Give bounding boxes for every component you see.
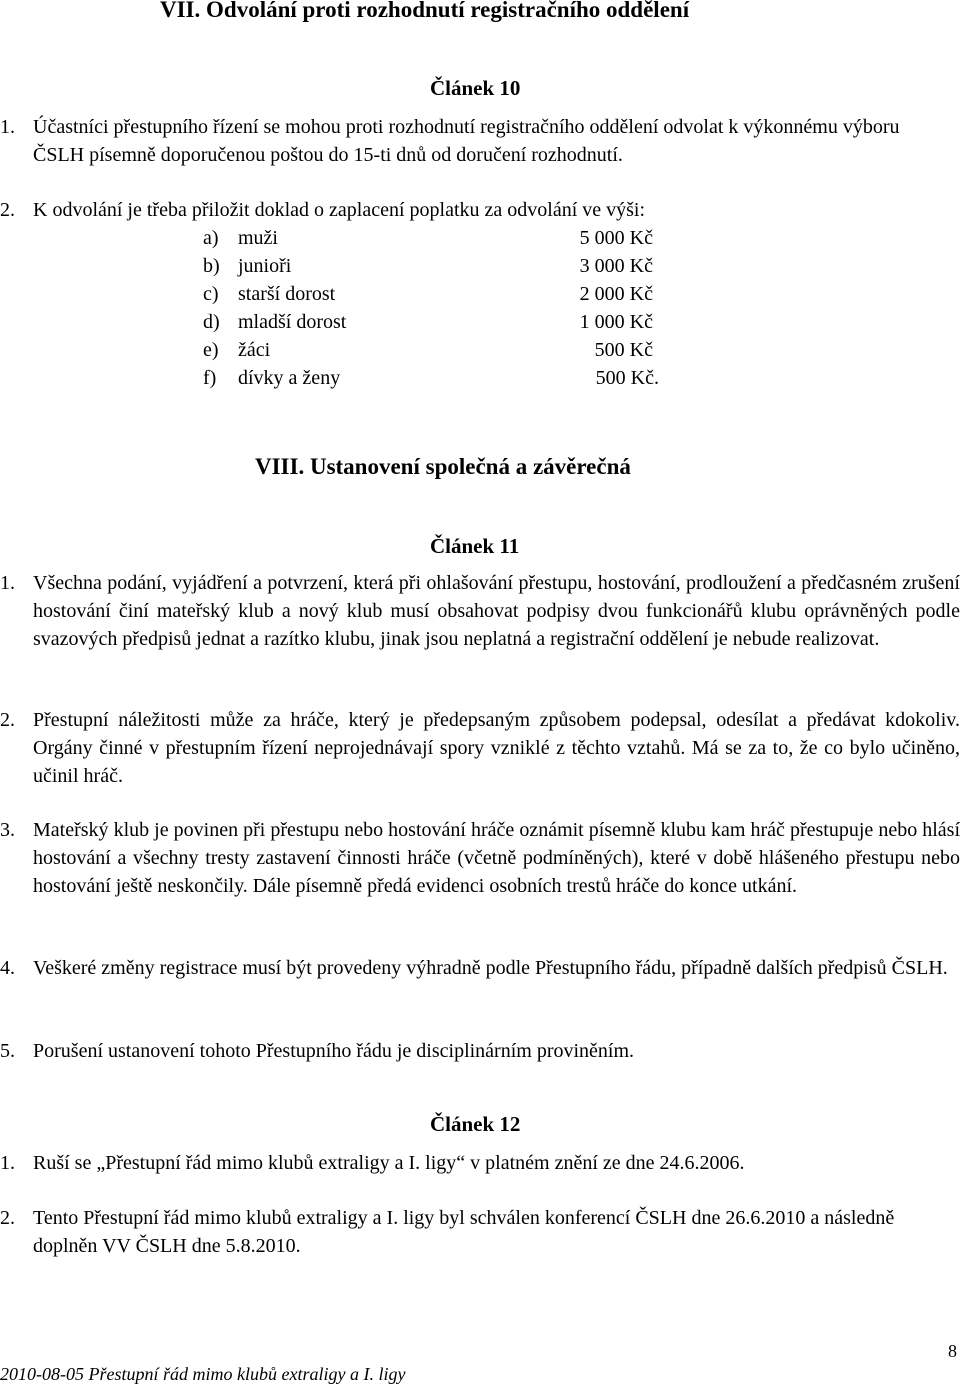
item-text: Porušení ustanovení tohoto Přestupního řádu je disciplinárním proviněním. — [33, 1040, 635, 1062]
fee-amount: 1 000 Kč — [579, 311, 653, 333]
fee-letter: d) — [203, 311, 220, 333]
fee-category: žáci — [238, 339, 271, 361]
item-text: Tento Přestupní řád mimo klubů extraligy a I. ligy byl schválen konferencí ČSLH dne 26.6.2010 a následně doplněn VV ČSLH dne 5.8.2010. — [33, 1207, 895, 1257]
fee-letter: c) — [203, 283, 219, 305]
fee-category: mladší dorost — [238, 311, 347, 333]
item-number: 2. — [0, 1207, 15, 1229]
article-11-item-5 — [0, 1037, 960, 1065]
article-11-item-4 — [0, 954, 960, 1010]
section-viii-title: VIII. Ustanovení společná a závěrečná — [255, 454, 631, 479]
item-text: Všechna podání, vyjádření a potvrzení, která při ohlašování přestupu, hostování, prodloužení a předčasném zrušení hostování činí mateřský klub a nový klub musí obsahovat podpisy dvou funkcionářů klubu oprávněných podle svazových předpisů jednat a razítko klubu, jinak jsou neplatná a registrační oddělení je nebude realizovat. — [33, 572, 960, 650]
item-text: Ruší se „Přestupní řád mimo klubů extraligy a I. ligy“ v platném znění ze dne 24.6.2006. — [33, 1152, 745, 1174]
article-12-item-2 — [0, 1204, 960, 1260]
fee-row — [203, 364, 659, 392]
article-10-item-2 — [0, 196, 960, 224]
fee-category: dívky a ženy — [238, 367, 341, 389]
fee-category: junioři — [238, 255, 292, 277]
article-12-title: Článek 12 — [430, 1112, 521, 1136]
fee-letter: e) — [203, 339, 219, 361]
fee-row — [203, 224, 653, 252]
item-number: 5. — [0, 1040, 15, 1062]
fee-category: muži — [238, 227, 278, 249]
item-text: Mateřský klub je povinen při přestupu nebo hostování hráče oznámit písemně klubu kam hráč přestupuje nebo hlásí hostování a všechny tresty zastavení činnosti hráče (včetně podmíněných), které v době hlášeného přestupu nebo hostování ještě neskončily. Dále písemně předá evidenci osobních trestů hráče do konce utkání. — [33, 819, 960, 897]
footer-text: 2010-08-05 Přestupní řád mimo klubů extraligy a I. ligy — [0, 1364, 406, 1384]
item-number: 1. — [0, 116, 15, 138]
page-number: 8 — [948, 1341, 957, 1361]
item-text: Veškeré změny registrace musí být provedeny výhradně podle Přestupního řádu, případně dalších předpisů ČSLH. — [33, 957, 948, 979]
item-text: Účastníci přestupního řízení se mohou proti rozhodnutí registračního oddělení odvolat k výkonnému výboru ČSLH písemně doporučenou poštou do 15-ti dnů od doručení rozhodnutí. — [33, 116, 900, 166]
item-text: Přestupní náležitosti může za hráče, který je předepsaným způsobem podepsal, odesílat a předávat kdokoliv. Orgány činné v přestupním řízení neprojednávají spory vzniklé z těchto vztahů. Má se za to, že co bylo učiněno, učinil hráč. — [33, 709, 960, 787]
section-vii-title: VII. Odvolání proti rozhodnutí registračního oddělení — [160, 0, 690, 22]
item-number: 2. — [0, 709, 15, 731]
fee-letter: a) — [203, 227, 219, 249]
item-number: 2. — [0, 199, 15, 221]
article-12-item-1 — [0, 1149, 960, 1177]
item-number: 3. — [0, 819, 15, 841]
article-11-item-3 — [0, 816, 960, 928]
fee-row — [203, 252, 653, 280]
item-number: 1. — [0, 572, 15, 594]
article-11-item-2 — [0, 706, 960, 790]
fee-letter: f) — [203, 367, 217, 389]
article-11-item-1 — [0, 569, 960, 681]
fee-letter: b) — [203, 255, 220, 277]
article-10-title: Článek 10 — [430, 76, 521, 100]
fee-amount: 500 Kč. — [595, 367, 659, 389]
fee-row — [203, 308, 653, 336]
fee-amount: 5 000 Kč — [579, 227, 653, 249]
fee-row — [203, 336, 653, 364]
fee-category: starší dorost — [238, 283, 336, 305]
item-text: K odvolání je třeba přiložit doklad o zaplacení poplatku za odvolání ve výši: — [33, 199, 646, 221]
fee-amount: 2 000 Kč — [579, 283, 653, 305]
item-number: 1. — [0, 1152, 15, 1174]
fee-amount: 500 Kč — [594, 339, 653, 361]
article-10-item-1 — [0, 113, 960, 169]
article-11-title: Článek 11 — [430, 534, 520, 558]
fee-row — [203, 280, 653, 308]
item-number: 4. — [0, 957, 15, 979]
fee-amount: 3 000 Kč — [579, 255, 653, 277]
